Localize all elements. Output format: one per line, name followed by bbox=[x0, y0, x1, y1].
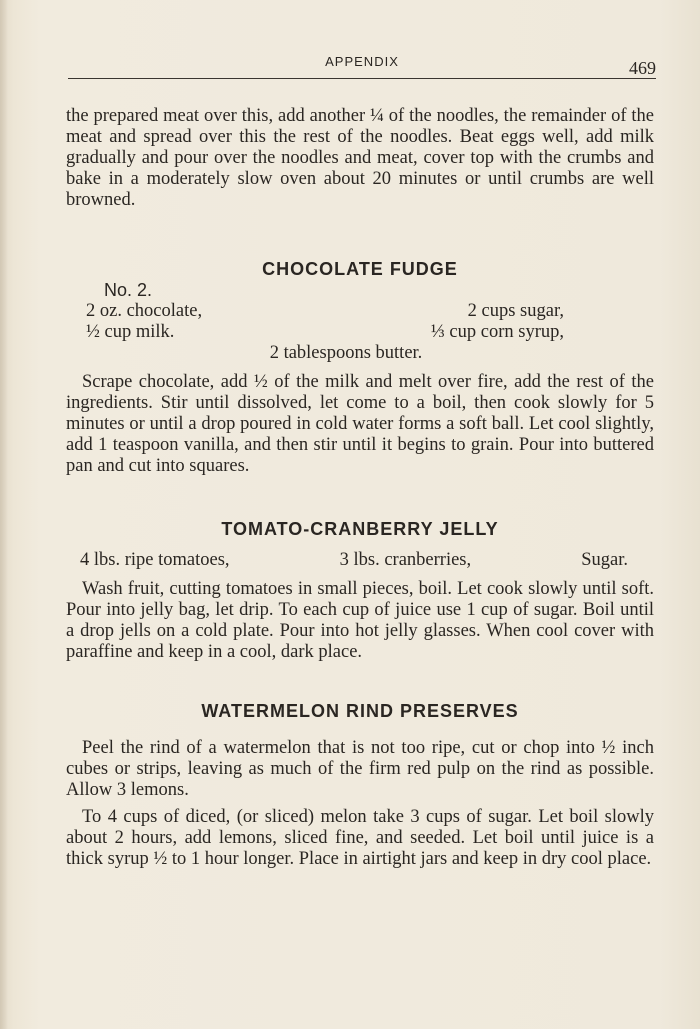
recipe-paragraph: Peel the rind of a watermelon that is not too ripe, cut or chop into ½ inch cubes or strips, leaving as much of the firm red pulp on the rind as possible. Allow 3 lemons. bbox=[66, 738, 654, 800]
ingredient-item: 3 lbs. cranberries, bbox=[339, 550, 472, 570]
recipe-title: TOMATO-CRANBERRY JELLY bbox=[221, 519, 499, 539]
recipe-paragraph: To 4 cups of diced, (or sliced) melon take 3 cups of sugar. Let boil slowly about 2 hours, add lemons, sliced fine, and seeded. Let boil until juice is a thick syrup ½ to 1 hour longer. Place in airtight jars and keep in dry cool place. bbox=[66, 807, 654, 869]
ingredient-item: 2 tablespoons butter. bbox=[269, 343, 423, 363]
page-number: 469 bbox=[629, 58, 656, 78]
recipe-title: CHOCOLATE FUDGE bbox=[262, 259, 458, 279]
recipe-paragraph: Scrape chocolate, add ½ of the milk and melt over fire, add the rest of the ingredients. Stir until dissolved, let come to a boil, then cook slowly for 5 minutes or until a drop poured in cold water forms a soft ball. Let cool slightly, add 1 teaspoon vanilla, and then stir until it begins to grain. Pour into buttered pan and cut into squares. bbox=[66, 372, 654, 476]
recipe-paragraph: Wash fruit, cutting tomatoes in small pieces, boil. Let cook slowly until soft. Pour into jelly bag, let drip. To each cup of juice use 1 cup of sugar. Boil until a drop jells on a cold plate. Pour into hot jelly glasses. When cool cover with paraffine and keep in a cool, dark place. bbox=[66, 579, 654, 662]
recipe-title: WATERMELON RIND PRESERVES bbox=[201, 701, 519, 721]
ingredient-item: 2 cups sugar, bbox=[467, 301, 564, 321]
ingredient-item: Sugar. bbox=[581, 550, 628, 570]
ingredient-item: 2 oz. chocolate, bbox=[86, 301, 203, 321]
recipe-subtitle: No. 2. bbox=[104, 280, 153, 300]
page-header bbox=[68, 54, 656, 84]
recipe-tomato-cranberry-jelly bbox=[66, 519, 654, 663]
page-binding-shadow bbox=[0, 0, 8, 1029]
page-body bbox=[66, 106, 654, 870]
recipe-watermelon-rind-preserves bbox=[66, 701, 654, 870]
ingredient-item: 4 lbs. ripe tomatoes, bbox=[80, 550, 230, 570]
header-rule bbox=[68, 78, 656, 79]
running-head: APPENDIX bbox=[325, 54, 399, 69]
intro-paragraph: the prepared meat over this, add another ¼ of the noodles, the remainder of the meat and spread over this the rest of the noodles. Beat eggs well, add milk gradually and pour over the noodles and meat, cover top with the crumbs and bake in a moderately slow oven about 20 minutes or until crumbs are well browned. bbox=[66, 106, 654, 210]
ingredient-item: ⅓ cup corn syrup, bbox=[430, 322, 564, 342]
ingredient-row bbox=[66, 301, 654, 322]
ingredient-row bbox=[66, 550, 654, 571]
ingredient-item: ½ cup milk. bbox=[86, 322, 175, 342]
recipe-chocolate-fudge bbox=[66, 259, 654, 477]
ingredient-row bbox=[66, 322, 654, 343]
